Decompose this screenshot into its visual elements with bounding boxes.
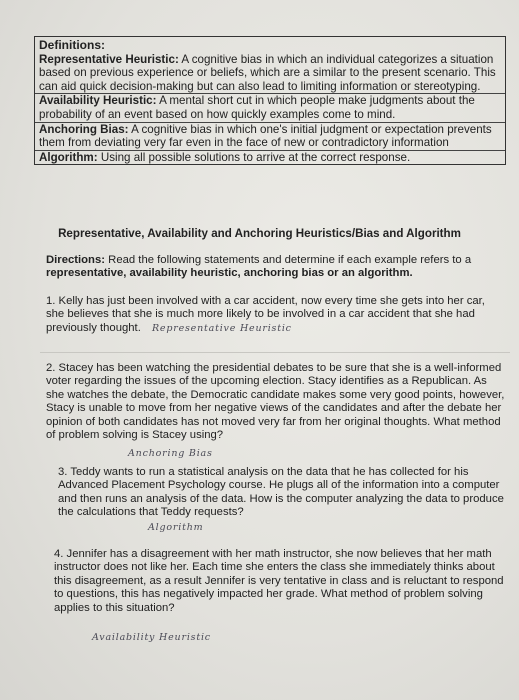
definition-text: A mental short cut in which people make judgments about the probability of an event based on how quickly examples come to mind. <box>39 94 475 121</box>
directions-text: Read the following statements and determine if each example refers to a <box>108 254 472 266</box>
directions <box>46 254 506 281</box>
definitions-box <box>34 36 506 165</box>
question-text: 4. Jennifer has a disagreement with her math instructor, she now believes that her math instructor does not like her. Each time she enters the class she immediately thinks about this disagreement, as a result Jennifer is very tentative in class and is reluctant to respond to questions, this has negatively impacted her grade. What method of problem solving applies to this situation? <box>54 548 504 614</box>
definition-term: Availability Heuristic: <box>39 94 157 108</box>
directions-options: representative, availability heuristic, anchoring bias or an algorithm. <box>46 267 413 280</box>
definitions-heading: Definitions: <box>39 38 105 52</box>
definition-text: A cognitive bias in which an individual categorizes a situation based on previous experience or beliefs, which are a similar to the present scenario. This can aid quick decision-making but can also lead to limiting information or stereotyping. <box>39 52 496 93</box>
handwritten-answer: Anchoring Bias <box>128 448 213 459</box>
definition-anchoring <box>35 123 505 151</box>
handwritten-answer: Availability Heuristic <box>92 632 211 643</box>
handwritten-answer: Algorithm <box>148 522 204 533</box>
question-text: 3. Teddy wants to run a statistical analysis on the data that he has collected for his Advanced Placement Psychology course. He plugs all of the information into a computer and then runs an analysis of the data. How is the computer analyzing the data to produce the calculations that Teddy requests? <box>58 466 504 519</box>
question-text: 1. Kelly has just been involved with a car accident, now every time she gets into her car, she believes that she is much more likely to be involved in a car accident that she had previously thought. <box>46 295 485 334</box>
definition-text: A cognitive bias in which one's initial judgment or expectation prevents them from deviating very far even in the face of new or contradictory information <box>39 122 492 150</box>
divider <box>40 352 510 353</box>
question-1 <box>46 295 506 335</box>
definition-term: Representative Heuristic: <box>39 52 179 66</box>
definition-algorithm <box>35 151 505 165</box>
question-2 <box>46 362 506 442</box>
definition-representative <box>35 53 505 95</box>
definition-availability <box>35 94 505 122</box>
question-3 <box>58 466 508 520</box>
handwritten-answer: Representative Heuristic <box>151 322 292 334</box>
directions-label: Directions: <box>46 254 106 266</box>
definition-term: Algorithm: <box>39 150 98 164</box>
question-4 <box>54 548 508 615</box>
definition-text: Using all possible solutions to arrive at the correct response. <box>100 150 411 164</box>
question-text: 2. Stacey has been watching the presidential debates to be sure that she is a well-informed voter regarding the issues of the upcoming election. Stacy identifies as a Republican. As she watches the debate, the Democratic candidate makes some very good points, however, Stacy is unable to move from her negative views of the candidates and after the debate her opinion of both candidates has not moved very far from her original thoughts. What method of problem solving is Stacey using? <box>46 362 505 442</box>
section-title: Representative, Availability and Anchoring Heuristics/Bias and Algorithm <box>58 227 461 240</box>
definition-term: Anchoring Bias: <box>39 122 129 136</box>
